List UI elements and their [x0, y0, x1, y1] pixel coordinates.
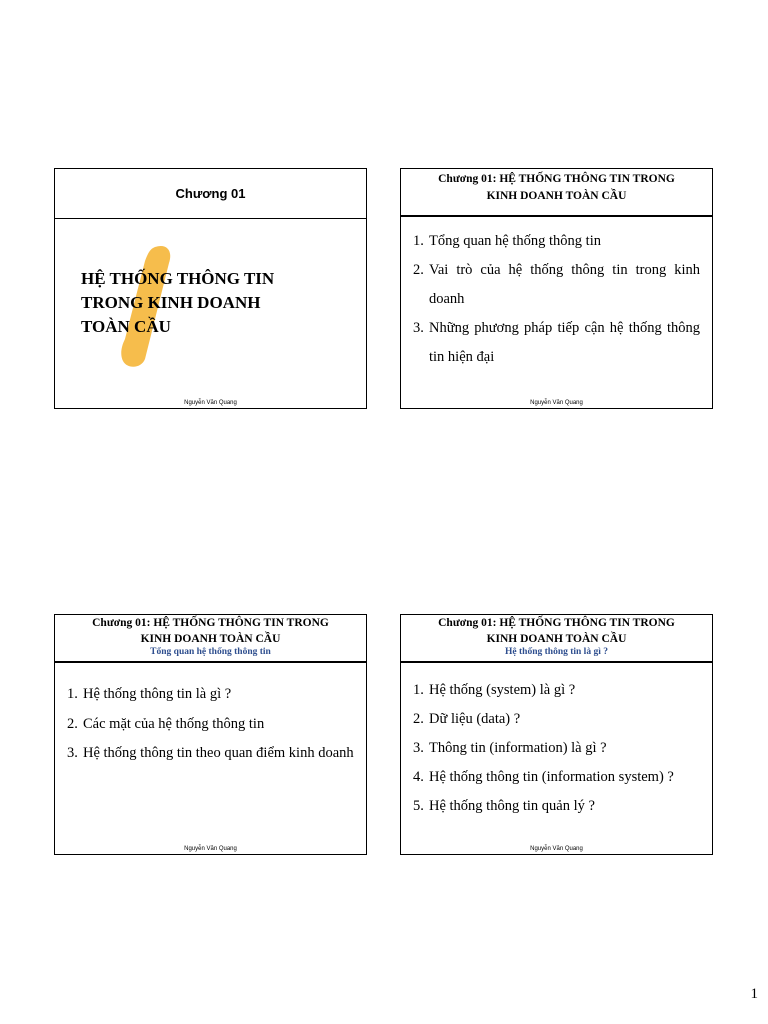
- slide-3-header-line: Chương 01: HỆ THỐNG THÔNG TIN TRONG: [92, 617, 329, 629]
- list-item: 2. Dữ liệu (data) ?: [413, 711, 521, 727]
- slide-2-header: [401, 169, 712, 217]
- list-item: 5. Hệ thống thông tin quản lý ?: [413, 798, 595, 814]
- slide-4-header-line: KINH DOANH TOÀN CẦU: [486, 633, 627, 645]
- slide-1-title-line: TOÀN CẦU: [81, 317, 171, 336]
- slide-2-footer: Nguyễn Văn Quang: [530, 400, 583, 406]
- slide-3-header-line: KINH DOANH TOÀN CẦU: [140, 633, 281, 645]
- slide-1-chapter: Chương 01: [55, 169, 366, 219]
- list-item: 3. Thông tin (information) là gì ?: [413, 740, 607, 756]
- page-number: 1: [750, 986, 758, 1002]
- slide-1-footer: Nguyễn Văn Quang: [184, 400, 237, 406]
- slide-4-list: [413, 676, 700, 821]
- slide-4-footer: Nguyễn Văn Quang: [530, 846, 583, 852]
- slide-2-header-line: Chương 01: HỆ THỐNG THÔNG TIN TRONG: [438, 173, 675, 185]
- slide-1: [54, 168, 367, 409]
- slide-3-footer: Nguyễn Văn Quang: [184, 846, 237, 852]
- list-item: 2. Vai trò của hệ thống thông tin trong kinh doanh: [413, 262, 700, 307]
- slide-4: [400, 614, 713, 855]
- list-item: 1. Tổng quan hệ thống thông tin: [413, 233, 601, 249]
- slide-3-list: [67, 680, 354, 769]
- slide-4-header: [401, 615, 712, 663]
- list-item: 3. Hệ thống thông tin theo quan điểm kinh doanh: [67, 745, 354, 761]
- list-item: 1. Hệ thống thông tin là gì ?: [67, 686, 232, 702]
- slide-1-title-line: TRONG KINH DOANH: [81, 293, 261, 312]
- slide-2-list: [413, 227, 700, 372]
- slide-2-header-line: KINH DOANH TOÀN CẦU: [486, 190, 627, 202]
- slide-1-title: [81, 267, 274, 339]
- list-item: 2. Các mặt của hệ thống thông tin: [67, 715, 265, 732]
- slide-2: [400, 168, 713, 409]
- slide-4-header-line: Chương 01: HỆ THỐNG THÔNG TIN TRONG: [438, 617, 675, 629]
- slide-3-header: [55, 615, 366, 663]
- slide-3-subtitle: Tổng quan hệ thống thông tin: [150, 647, 271, 657]
- list-item: 1. Hệ thống (system) là gì ?: [413, 682, 576, 698]
- slide-1-title-line: HỆ THỐNG THÔNG TIN: [81, 269, 275, 288]
- list-item: 3. Những phương pháp tiếp cận hệ thống thông tin hiện đại: [413, 320, 700, 365]
- list-item: 4. Hệ thống thông tin (information system) ?: [413, 769, 674, 785]
- slide-4-subtitle: Hệ thống thông tin là gì ?: [505, 647, 608, 657]
- slide-3: [54, 614, 367, 855]
